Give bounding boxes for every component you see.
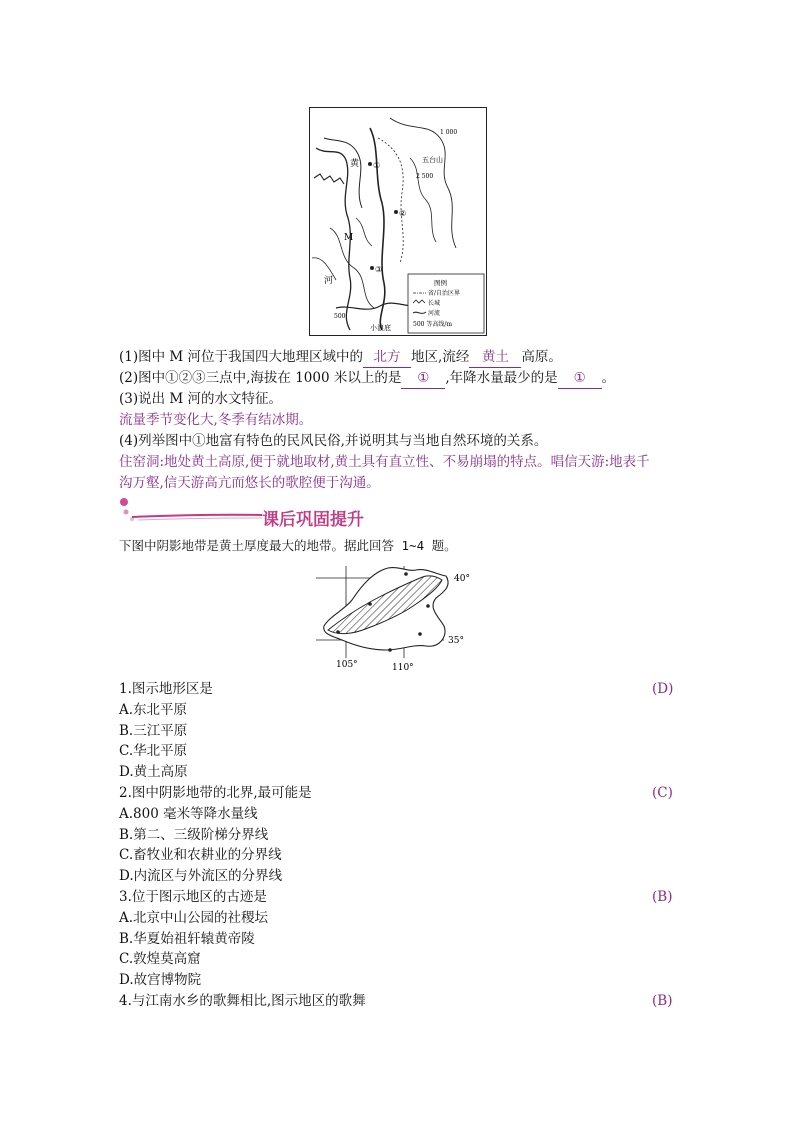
mc-option: C.华北平原 <box>119 743 188 760</box>
question-4-answer-line-2: 沟万壑,信天游高亢而悠长的歌腔便于沟通。 <box>119 475 380 491</box>
mc-option: A.北京中山公园的社稷坛 <box>119 909 269 926</box>
mc-option: A.800 毫米等降水量线 <box>119 805 258 822</box>
section-title: 课后巩固提升 <box>262 510 364 530</box>
lat-40-label: 40° <box>454 574 470 584</box>
mc-answer: (C) <box>652 785 673 801</box>
q1-answer-1: 北方 <box>363 347 411 368</box>
mc-option: C.畜牧业和农耕业的分界线 <box>119 847 282 864</box>
q1-suffix: 高原。 <box>521 349 562 365</box>
q2-suffix: 。 <box>601 370 616 386</box>
legend-river: 河流 <box>428 310 441 317</box>
q1-answer-2: 黄土 <box>469 347 521 368</box>
mc-option: B.三江平原 <box>119 722 188 739</box>
mc-option: D.黄土高原 <box>119 764 188 781</box>
mc-option: C.敦煌莫高窟 <box>119 951 201 968</box>
question-1 <box>119 347 562 368</box>
q1-middle: 地区,流经 <box>411 349 470 365</box>
map1-label-500: 500 <box>334 313 346 320</box>
question-3-answer: 流量季节变化大,冬季有结冰期。 <box>119 412 313 428</box>
mc-option: D.故宫博物院 <box>119 972 202 989</box>
q2-middle: ,年降水量最少的是 <box>445 370 558 386</box>
map1-label-xiaolangdi: 小浪底 <box>370 324 391 332</box>
mc-question-stem: 2.图中阴影地带的北界,最可能是 <box>119 785 312 801</box>
mc-question-stem: 4.与江南水乡的歌舞相比,图示地区的歌舞 <box>119 993 366 1009</box>
map1-label-huang: 黄 <box>350 159 360 169</box>
legend-border: 省/自治区界 <box>428 290 461 297</box>
mc-option: B.华夏始祖轩辕黄帝陵 <box>119 930 255 947</box>
legend-wall: 长城 <box>428 300 441 307</box>
mc-answer: (D) <box>652 681 674 697</box>
mc-option: D.内流区与外流区的分界线 <box>119 868 283 885</box>
loess-plateau-river-map <box>309 107 487 336</box>
mc-answer: (B) <box>652 889 673 905</box>
mc-option: A.东北平原 <box>119 701 188 718</box>
question-4: (4)列举图中①地富有特色的民风民俗,并说明其与当地自然环境的关系。 <box>119 433 548 449</box>
lat-35-label: 35° <box>448 636 464 646</box>
q2-prefix: (2)图中①②③三点中,海拔在 1000 米以上的是 <box>119 370 402 386</box>
mc-question-stem: 3.位于图示地区的古迹是 <box>119 889 267 905</box>
map1-label-c2: ② <box>399 209 407 218</box>
map1-label-2500: 2 500 <box>416 173 434 180</box>
map1-label-m: M <box>344 233 354 243</box>
map1-label-1000: 1 000 <box>440 129 458 136</box>
legend-title: 图例 <box>434 279 447 287</box>
mc-answer: (B) <box>652 993 673 1009</box>
question-4-answer-line-1: 住窑洞:地处黄土高原,便于就地取材,黄土具有直立性、不易崩塌的特点。唱信天游:地表千 <box>119 454 650 470</box>
q2-answer-1: ① <box>401 368 445 389</box>
map1-label-wutaishan: 五台山 <box>422 156 443 164</box>
map1-label-he: 河 <box>324 276 334 286</box>
section-ornament <box>118 495 268 525</box>
q2-answer-2: ① <box>558 368 602 389</box>
loess-thickness-map <box>316 564 476 672</box>
q1-prefix: (1)图中 M 河位于我国四大地理区域中的 <box>119 349 364 365</box>
lon-105-label: 105° <box>336 660 358 670</box>
map1-label-c3: ③ <box>375 265 383 274</box>
question-2 <box>119 368 615 389</box>
lon-110-label: 110° <box>392 663 414 672</box>
question-3: (3)说出 M 河的水文特征。 <box>119 391 283 407</box>
mc-question-stem: 1.图示地形区是 <box>119 681 213 697</box>
mc-option: B.第二、三级阶梯分界线 <box>119 826 269 843</box>
legend-contour: 500 等高线/m <box>413 321 453 328</box>
intro-text: 下图中阴影地带是黄土厚度最大的地带。据此回答 1~4 题。 <box>119 538 457 553</box>
map1-label-c1: ① <box>373 161 381 170</box>
